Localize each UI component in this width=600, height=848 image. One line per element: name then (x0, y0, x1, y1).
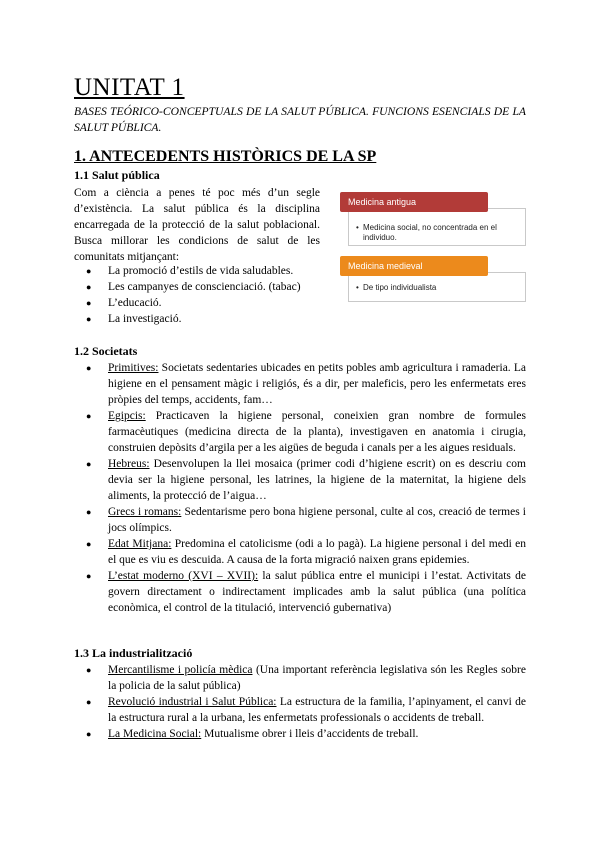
unit-subtitle: BASES TEÓRICO-CONCEPTUALS DE LA SALUT PÚBLICA. FUNCIONS ESENCIALS DE LA SALUT PÚBLICA. (74, 105, 526, 134)
section-1-1-list (74, 263, 334, 327)
section-1-2-heading: 1.2 Societats (74, 344, 138, 358)
section-1-2-list (74, 360, 526, 616)
list-term: Egipcis: (108, 410, 146, 422)
section-1-1-heading: 1.1 Salut pública (74, 168, 160, 182)
list-item: ● Les campanyes de conscienciació. (tabac) (74, 279, 334, 295)
list-term: Mercantilisme i policía mèdica (108, 664, 253, 676)
list-item: ● L’educació. (74, 295, 334, 311)
list-text: Sedentarisme pero bona higiene personal, culte al cos, creació de termes i jocs olímpics. (108, 506, 526, 534)
section-1-3-heading: 1.3 La industrialització (74, 646, 193, 660)
diagram-header-medieval: Medicina medieval (340, 256, 488, 276)
diagram-bullet: • Medicina social, no concentrada en el individuo. (355, 223, 519, 243)
list-item: ● La promoció d’estils de vida saludables. (74, 263, 334, 279)
diagram-card-medieval (348, 272, 526, 302)
section-1-heading: 1. ANTECEDENTS HISTÒRICS DE LA SP (74, 148, 377, 165)
list-text: (Una important referència legislativa són les Regles sobre la policia de la salut pública) (108, 664, 526, 692)
list-text: Mutualisme obrer i lleis d’accidents de treball. (201, 728, 419, 740)
list-item: ● La investigació. (74, 311, 334, 327)
list-term: Edat Mitjana: (108, 538, 172, 550)
list-text: Desenvolupen la llei mosaica (primer codi d’higiene escrit) on es descriu com devia ser la higiene personal, les latrines, la higiene de la maternitat, la higiene dels aliments, la protecció de l’aigua… (108, 458, 526, 502)
list-term: Grecs i romans: (108, 506, 182, 518)
list-term: Primitives: (108, 362, 159, 374)
list-item (74, 568, 526, 616)
list-text: Practicaven la higiene personal, coneixien gran nombre de formules farmacèutiques (medicina directa de la planta), investigaven en anatomia i cirugia, construien depòsits d’argila per a les aigües de beguda i canals per a les aigues residuals. (108, 410, 526, 454)
list-item (74, 408, 526, 456)
unit-title: UNITAT 1 (74, 74, 185, 101)
diagram-bullet: • De tipo individualista (355, 283, 519, 293)
diagram-card-ancient (348, 208, 526, 246)
list-item (74, 662, 526, 694)
list-item (74, 536, 526, 568)
medicine-diagram (340, 192, 526, 304)
list-item (74, 360, 526, 408)
list-term: La Medicina Social: (108, 728, 202, 740)
diagram-header-ancient: Medicina antigua (340, 192, 488, 212)
list-item (74, 504, 526, 536)
list-term: Revolució industrial i Salut Pública: (108, 696, 277, 708)
section-1-3-list (74, 662, 526, 742)
list-term: Hebreus: (108, 458, 150, 470)
list-term: L’estat moderno (XVI – XVII): (108, 570, 259, 582)
list-item (74, 726, 526, 742)
list-text: La estructura de la familia, l’apinyament, el canvi de la estructura rural a la urbana, les enfermetats professionals o accidents de treball. (108, 696, 527, 724)
list-item (74, 694, 526, 726)
list-item (74, 456, 526, 504)
list-text: Predomina el catolicisme (odi a lo pagà). La higiene personal i del medi en el que es viu es descuida. A causa de la forta migració naixen grans epidemies. (108, 538, 526, 566)
list-text: Societats sedentaries ubicades en petits pobles amb agricultura i ramaderia. La higiene en el pensament màgic i religiós, és a dir, per maleficis, pero les enfermetats eres pròpies del temps, accidents, fam… (108, 362, 526, 406)
list-text: la salut pública entre el municipi i l’estat. Activitats de govern directament o indirectament implicades amb la salut pública (una política econòmica, el control de la titulació, intervenció gubernativa) (108, 570, 526, 614)
section-1-1-intro: Com a ciència a penes té poc més d’un segle d’existència. La salut pública és la disciplina encarregada de la protecció de la salut poblacional. Busca millorar les condicions de salut de les comunitats mitjançant: (74, 187, 320, 263)
